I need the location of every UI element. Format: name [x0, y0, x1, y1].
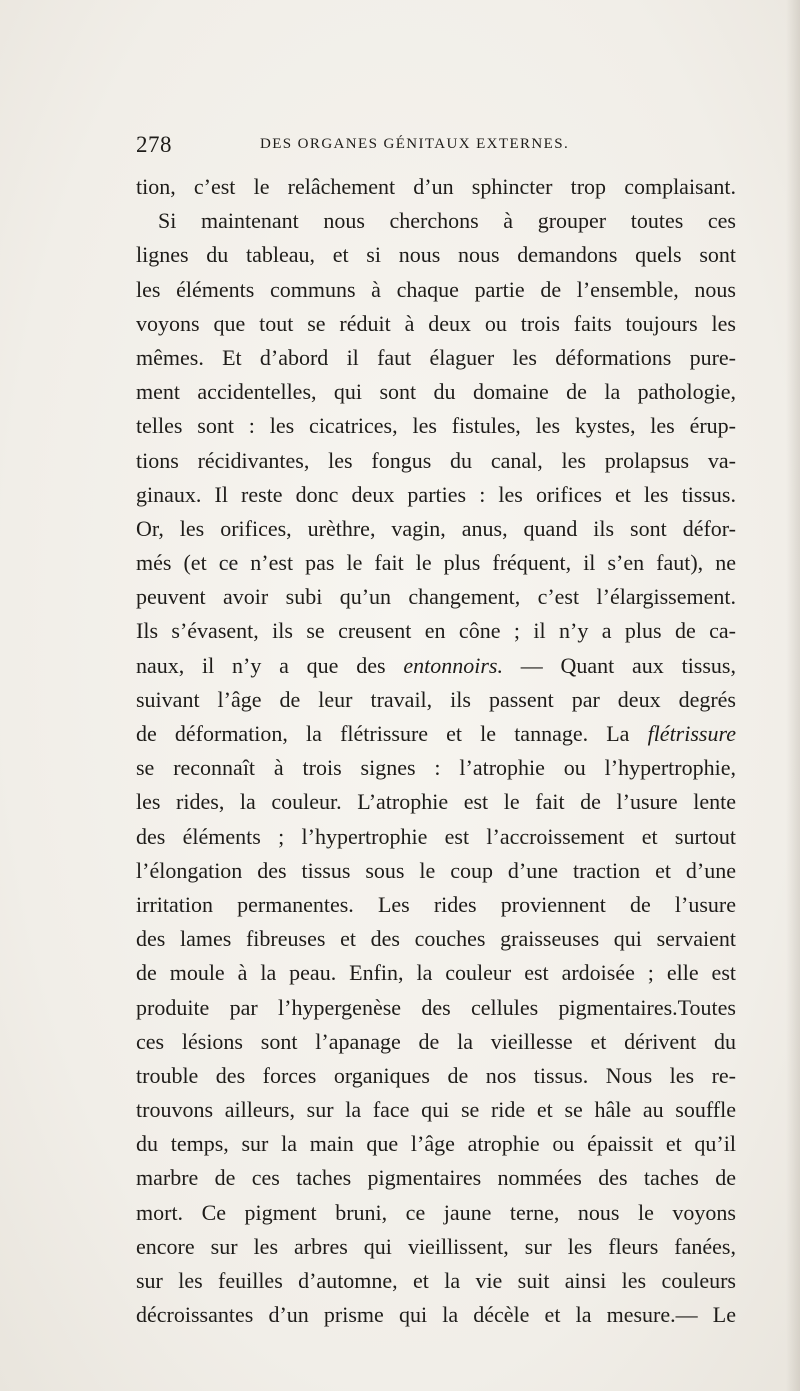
text-line — [136, 1264, 736, 1298]
text-line-main: produite par l’hypergenèse des cellules pigmentaires.Toutes — [136, 994, 736, 1020]
text-line-main: trouble des forces organiques de nos tissus. Nous les re- — [136, 1062, 736, 1088]
text-line-main: tion, c’est le relâchement d’un sphincter trop complaisant. — [136, 174, 736, 199]
text-line-main: telles sont : les cicatrices, les fistules, les kystes, les érup- — [136, 413, 736, 439]
text-line — [136, 1196, 736, 1230]
text-line-main: ment accidentelles, qui sont du domaine de la pathologie, — [136, 379, 736, 405]
text-line-main: trouvons ailleurs, sur la face qui se ride et se hâle au souffle — [136, 1097, 736, 1123]
text-line — [136, 170, 736, 204]
text-line-main: suivant l’âge de leur travail, ils passent par deux degrés — [136, 686, 736, 712]
text-line — [136, 854, 736, 888]
text-line-main: Si maintenant nous cherchons à grouper toutes ces — [158, 208, 736, 234]
text-line — [136, 1093, 736, 1127]
text-line-main: mort. Ce pigment bruni, ce jaune terne, nous le voyons — [136, 1199, 736, 1225]
text-line — [136, 1161, 736, 1195]
text-line-main: irritation permanentes. Les rides proviennent de l’usure — [136, 891, 736, 917]
text-line — [136, 307, 736, 341]
text-line-main: Ils s’évasent, ils se creusent en cône ; il n’y a plus de ca- — [136, 618, 736, 644]
text-line-italic: flétrissure — [647, 721, 736, 746]
text-line — [136, 1127, 736, 1161]
text-line — [136, 341, 736, 375]
text-line — [136, 580, 736, 614]
text-line-main: décroissantes d’un prisme qui la décèle et la mesure.— Le — [136, 1302, 736, 1328]
running-head — [136, 132, 736, 162]
text-line — [136, 444, 736, 478]
text-line-main: encore sur les arbres qui vieillissent, sur les fleurs fanées, — [136, 1233, 736, 1259]
text-line-main: sur les feuilles d’automne, et la vie suit ainsi les couleurs — [136, 1268, 736, 1293]
text-line-main: des éléments ; l’hypertrophie est l’accroissement et surtout — [136, 823, 736, 849]
text-line-main: les rides, la couleur. L’atrophie est le fait de l’usure lente — [136, 789, 736, 815]
body-text — [136, 170, 736, 1332]
text-line-main: de déformation, la flétrissure et le tannage. La — [136, 721, 648, 746]
page-edge-shadow — [786, 0, 800, 1391]
text-line — [136, 991, 736, 1025]
text-line — [136, 512, 736, 546]
text-line — [136, 614, 736, 648]
text-line — [136, 717, 736, 751]
text-line-main: ces lésions sont l’apanage de la vieillesse et dérivent du — [136, 1028, 736, 1054]
text-line — [136, 683, 736, 717]
text-line-main: voyons que tout se réduit à deux ou trois faits toujours les — [136, 310, 736, 336]
text-line — [136, 204, 736, 238]
text-line — [136, 238, 736, 272]
text-line-after: — Quant aux tissus, — [502, 652, 736, 678]
text-line — [136, 409, 736, 443]
text-line-main: peuvent avoir subi qu’un changement, c’est l’élargissement. — [136, 584, 736, 610]
text-line — [136, 375, 736, 409]
text-line — [136, 546, 736, 580]
text-line-main: l’élongation des tissus sous le coup d’une traction et d’une — [136, 857, 736, 883]
text-line-italic: entonnoirs. — [403, 652, 503, 678]
text-line — [136, 820, 736, 854]
text-line — [136, 478, 736, 512]
text-line-main: du temps, sur la main que l’âge atrophie ou épaissit et qu’il — [136, 1131, 736, 1157]
text-line-main: naux, il n’y a que des — [136, 652, 404, 678]
text-line-main: Or, les orifices, urèthre, vagin, anus, quand ils sont défor- — [136, 515, 736, 541]
text-line-main: de moule à la peau. Enfin, la couleur est ardoisée ; elle est — [136, 960, 736, 986]
text-line — [136, 751, 736, 785]
text-line-main: lignes du tableau, et si nous nous demandons quels sont — [136, 242, 736, 268]
text-line-main: mêmes. Et d’abord il faut élaguer les déformations pure- — [136, 344, 736, 370]
text-line-main: se reconnaît à trois signes : l’atrophie ou l’hypertrophie, — [136, 755, 736, 781]
text-line — [136, 922, 736, 956]
text-line — [136, 888, 736, 922]
text-line — [136, 273, 736, 307]
text-line-main: ginaux. Il reste donc deux parties : les orifices et les tissus. — [136, 481, 736, 507]
text-line — [136, 785, 736, 819]
text-line-main: tions récidivantes, les fongus du canal, les prolapsus va- — [136, 447, 736, 473]
text-line-main: des lames fibreuses et des couches graisseuses qui servaient — [136, 926, 736, 952]
text-line — [136, 1059, 736, 1093]
text-line — [136, 1298, 736, 1332]
running-title: DES ORGANES GÉNITAUX EXTERNES. — [260, 136, 570, 152]
text-line-main: les éléments communs à chaque partie de l’ensemble, nous — [136, 276, 736, 302]
text-line — [136, 1025, 736, 1059]
text-line-main: marbre de ces taches pigmentaires nommées des taches de — [136, 1165, 736, 1191]
page-number: 278 — [136, 132, 172, 157]
text-line — [136, 649, 736, 683]
text-line — [136, 956, 736, 990]
text-line-main: més (et ce n’est pas le fait le plus fréquent, il s’en faut), ne — [136, 550, 736, 576]
text-line — [136, 1230, 736, 1264]
